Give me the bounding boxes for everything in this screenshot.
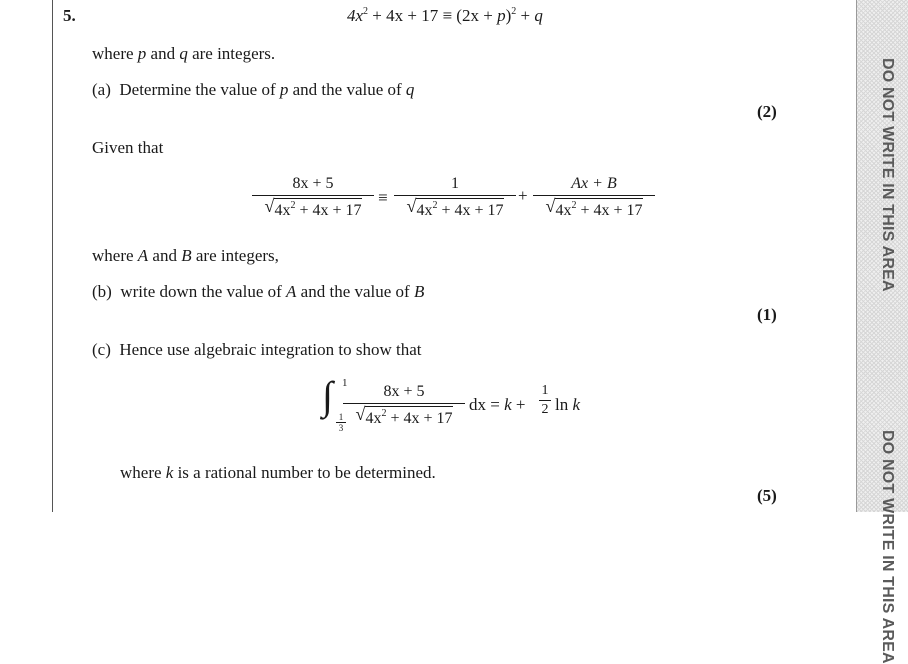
margin-warning-text: DO NOT WRITE IN THIS AREA [879, 58, 896, 292]
integral-sign: ∫ [322, 373, 333, 418]
ln-k: ln k [555, 395, 581, 414]
integral-upper-limit: 1 [342, 377, 348, 389]
fraction-lhs: 8x + 5 √ $4x^2 + 4x + 17$ [252, 175, 374, 220]
part-b: (b) write down the value of A and the value of B [92, 282, 425, 301]
question-number: 5. [63, 6, 76, 25]
integrand-fraction: 8x + 5 √ $4x^2 + 4x + 17$ [343, 383, 465, 428]
part-b-marks: (1) [757, 305, 777, 324]
integral-lower-limit: 1 3 [336, 412, 346, 433]
part-a-marks: (2) [757, 102, 777, 121]
integral-result: dx = k + [469, 395, 526, 414]
identity-equation: $4x^2 + 4x + 17 \equiv (2x + p)^2 + q$ [347, 6, 543, 25]
fraction-middle: 1 √ $4x^2 + 4x + 17$ [394, 175, 516, 220]
given-that: Given that [92, 138, 164, 157]
equiv-sign: ≡ [378, 188, 388, 207]
page-left-border [52, 0, 53, 512]
where-a-b-integers: where A and B are integers, [92, 246, 279, 265]
plus-sign: + [518, 186, 528, 205]
margin-warning-text-2: DO NOT WRITE IN THIS AREA [879, 430, 896, 664]
half-fraction: 1 2 [539, 383, 551, 418]
where-p-q-integers: where p and q are integers. [92, 44, 276, 63]
part-a: (a) Determine the value of p and the value of q [92, 80, 415, 99]
fraction-rhs: Ax + B √ $4x^2 + 4x + 17$ [533, 175, 655, 220]
part-c: (c) Hence use algebraic integration to show that [92, 340, 422, 359]
part-c-marks: (5) [757, 486, 777, 505]
where-k-rational: where k is a rational number to be determined. [120, 463, 436, 482]
